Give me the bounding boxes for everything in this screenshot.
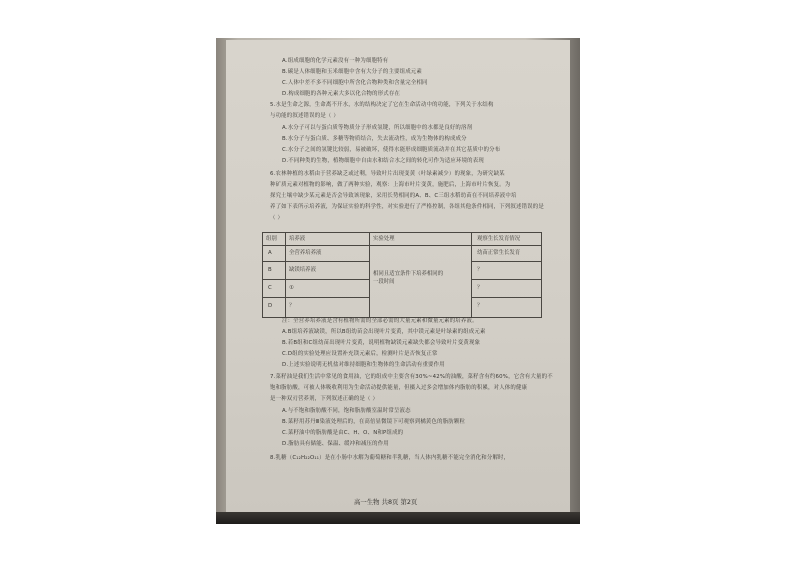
row-b-medium: 缺镁培养液: [289, 267, 316, 273]
experiment-table: [262, 232, 542, 318]
text-line: C.菜籽油中的脂肪酸是由C、H、O、N和P组成的: [282, 430, 404, 436]
text-line: D.不同种类的生物，植物细胞中自由水和结合水之间的转化可作为适应环境的表现: [282, 158, 484, 164]
treatment-text-1: 相同且适宜条件下培养相同的: [373, 271, 444, 277]
text-line: 8.乳糖（C₁₂H₂₂O₁₁）是在小肠中水解为葡萄糖和半乳糖，当人体内乳糖不能完全消化和分解时，: [270, 455, 510, 461]
header-medium: 培养液: [289, 236, 306, 242]
text-line: A.水分子可以与蛋白质等物质分子形成氢键，所以细胞中的水都是良好的溶剂: [282, 125, 473, 131]
row-c-observation: ？: [477, 285, 483, 291]
text-line: 注：全营养培养液是含有植物所需的全部必需的大量元素和微量元素的培养液。: [282, 318, 478, 324]
text-line: D.脂肪具有储能、保温、缓冲和减压的作用: [282, 441, 389, 447]
row-d-observation: ？: [477, 303, 483, 309]
treatment-text-2: 一段时间: [373, 279, 395, 285]
desk-edge: [216, 512, 580, 524]
row-d-group: D: [268, 303, 273, 309]
text-line: 养了如下表所示培养液，为保证实验的科学性，对实验进行了严格控制，各组其他条件相同，下列叙述错误的是: [270, 204, 544, 210]
text-line: 5.水是生命之源，生命离不开水，水的结构决定了它在生命活动中的功能，下列关于水结构: [270, 102, 494, 108]
row-a-group: A: [268, 250, 272, 256]
page-footer: 高一生物 共8页 第2页: [354, 498, 418, 506]
text-line: A.与不饱和脂肪酸不同，饱和脂肪酸室温时常呈液态: [282, 408, 411, 414]
text-line: 7.菜籽油是我们生活中常见的食用油，它的组成中主要含有30%~42%的油酸，菜籽含有约60%，它含有大量的不: [270, 374, 553, 380]
text-line: 饱和脂肪酸，可被人体吸收利用为生命活动提供能量，但摄入过多会增加体内脂肪的积累，对人体的健康: [270, 385, 528, 391]
text-line: B.若B组和C组幼苗出现叶片变黄，说明植物缺镁元素缺失都会导致叶片变黄现象: [282, 340, 481, 346]
row-c-group: C: [268, 285, 272, 291]
text-line: C.水分子之间的氢键比较弱，易被破坏，使得水能形成细胞质流动并在其它基质中的分布: [282, 147, 501, 153]
header-treatment: 实验处理: [373, 236, 395, 242]
text-line: B.水分子与蛋白质、多糖等物质结合，失去流动性，成为生物体的构成成分: [282, 136, 467, 142]
text-line: C.D组的实验处理应设置补充镁元素后，检测叶片是否恢复正常: [282, 351, 438, 357]
text-line: A.组成细胞的化学元素没有一种为细胞特有: [282, 58, 389, 64]
text-line: C.人体中差不多不同细胞中所含化合物种类和含量完全相同: [282, 80, 428, 86]
text-line: 种矿质元素对植物的影响，做了两种实验，观察：上海市叶片变黄，施肥后，上海市叶片恢复。为: [270, 182, 511, 188]
row-c-medium: ①: [289, 285, 294, 291]
text-line: A.B组培养液缺镁，所以B组幼苗会出现叶片变黄，其中镁元素是叶绿素的组成元素: [282, 329, 486, 335]
row-d-medium: ？: [289, 303, 295, 309]
text-line: B.碳是人体细胞和玉米细胞中含有大分子的主要组成元素: [282, 69, 422, 75]
header-group: 组别: [266, 236, 277, 242]
row-b-group: B: [268, 267, 272, 273]
text-line: 探究土壤中缺少某元素是否会导致该现象，采用长势相同的A、B、C三组水稻幼苗在不同培养液中培: [270, 193, 517, 199]
text-line: 6.农林种植的水稻由于营养缺乏或过剩，导致叶片出现变黄（叶绿素减少）的现象，为研究缺某: [270, 171, 505, 177]
text-line: D.上述实验说明无机盐对维持细胞和生物体的生命活动有重要作用: [282, 362, 445, 368]
row-b-observation: ？: [477, 267, 483, 273]
text-line: B.菜籽用苏丹Ⅲ染液处理后的，在高倍显微镜下可观察到橘黄色的脂肪颗粒: [282, 419, 466, 425]
text-line: 是一种双刃营养剂，下列叙述正确的是（ ）: [270, 396, 379, 402]
text-line: D.构成细胞的各种元素大多以化合物的形式存在: [282, 91, 401, 97]
row-a-observation: 幼苗正常生长发育: [477, 250, 521, 256]
header-observation: 观察生长发育情况: [477, 236, 521, 242]
row-a-medium: 全营养培养液: [289, 250, 322, 256]
text-line: 与功能的叙述错误的是（ ）: [270, 113, 340, 119]
text-line: （ ）: [270, 215, 284, 221]
